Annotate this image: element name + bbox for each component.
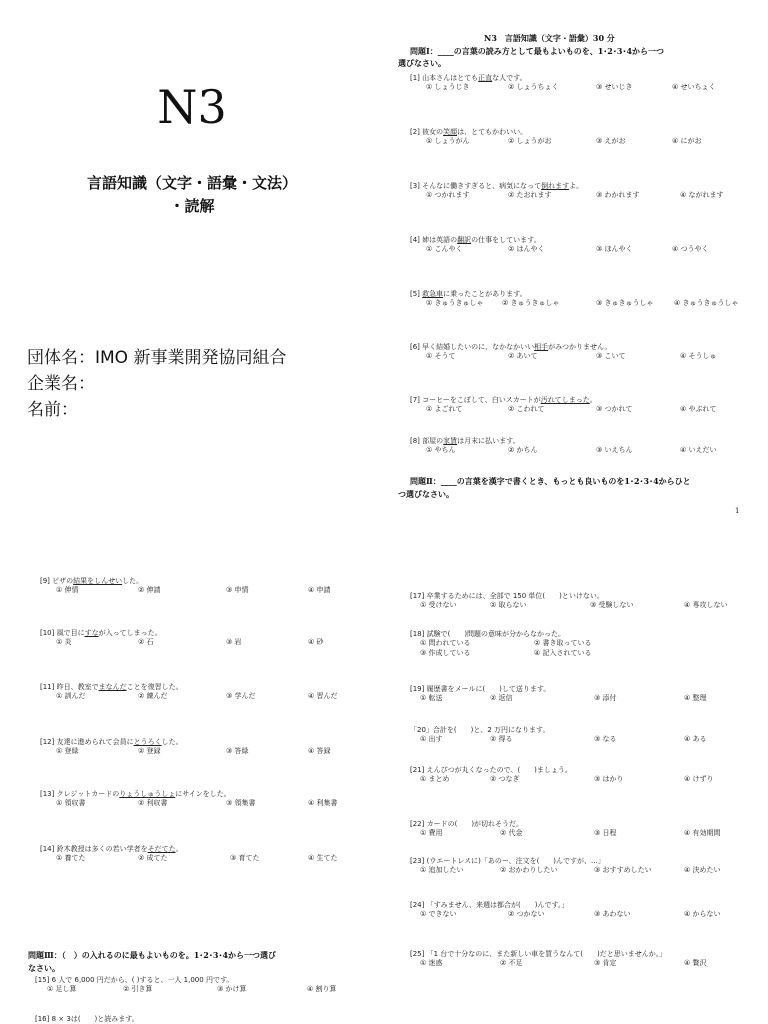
option[interactable]: ① 受けない bbox=[420, 600, 457, 609]
option[interactable]: ① きゅうきゅしゃ bbox=[426, 298, 484, 307]
option[interactable]: ③ おすすめしたい bbox=[594, 865, 652, 874]
cover-page bbox=[0, 0, 384, 520]
option[interactable]: ② 不足 bbox=[500, 958, 523, 967]
option[interactable]: ④ 有効期間 bbox=[684, 828, 721, 837]
option[interactable]: ④ ある bbox=[684, 734, 707, 743]
option[interactable]: ④ 割り算 bbox=[307, 984, 337, 993]
option[interactable]: ① やちん bbox=[426, 445, 456, 454]
question-15: [15] 6 人で 6,000 円だから、( )すると、一人 1,000 円です。 ① 足し算 ② 引き算 ③ かけ算 ④ 割り算 bbox=[35, 976, 337, 993]
question-13: [13] クレジットカードのりょうしゅうしょにサインをした。 ① 領収書 ② 利収書 ③ 領集書 ④ 利集書 bbox=[40, 790, 338, 807]
mondai-3-heading: 問題Ⅲ：（ ）の入れるのに最もよいものを。1･2･3･4から一つ選び bbox=[28, 950, 277, 960]
option[interactable]: ① こんやく bbox=[426, 244, 463, 253]
option[interactable]: ④ 贅沢 bbox=[684, 958, 707, 967]
question-16: [16] 8 × 3は( )と読みます。 bbox=[35, 1015, 139, 1023]
question-1: [1] 山本さんはとても正直な人です。 ① しょうじき ② しょうちょく ③ せいじき ④ せいちょく bbox=[410, 74, 716, 91]
option[interactable]: ① よごれて bbox=[426, 404, 463, 413]
option[interactable]: ① 追加したい bbox=[420, 865, 464, 874]
option[interactable]: ① しょうじき bbox=[426, 82, 470, 91]
cover-level: N3 bbox=[157, 80, 227, 134]
option[interactable]: ④ 習んだ bbox=[308, 691, 338, 700]
option[interactable]: ④ きゅうきゅうしゃ bbox=[674, 298, 739, 307]
option[interactable]: ① 出す bbox=[420, 734, 443, 743]
option[interactable]: ④ けずり bbox=[684, 774, 714, 783]
option[interactable]: ③ 作成している bbox=[420, 648, 471, 657]
option[interactable]: ③ 添付 bbox=[594, 693, 617, 702]
question-17: [17] 卒業するためには、全部で 150 単位( )といけない。 ① 受けない ② 取らない ③ 受験しない ④ 専攻しない bbox=[410, 592, 728, 609]
option[interactable]: ② 成てた bbox=[138, 853, 168, 862]
option[interactable]: ④ 申請 bbox=[308, 585, 331, 594]
option[interactable]: ④ 決めたい bbox=[684, 865, 721, 874]
option[interactable]: ③ はかり bbox=[594, 774, 624, 783]
question-9: [9] ピザの結果をしんせいした。 ① 伸情 ② 伸請 ③ 申情 ④ 申請 bbox=[40, 577, 331, 594]
question-20: 「20」合計を( )と、2 万円になります。 ① 出す ② 得る ③ なる ④ ある bbox=[410, 726, 707, 743]
question-14: [14] 鈴木教授は多くの若い学者をそだてた。 ① 養てた ② 成てた ③ 育てた ④ 生てた bbox=[40, 845, 338, 862]
option[interactable]: ② しょうがお bbox=[508, 136, 552, 145]
option[interactable]: ③ あわない bbox=[594, 909, 631, 918]
option[interactable]: ① しょうがん bbox=[426, 136, 470, 145]
question-6: [6] 早く結婚したいのに、なかなかいい相手がみつかりません。 ① そうて ② あいて ③ こいて ④ そうしゅ bbox=[410, 343, 717, 360]
option[interactable]: ③ 肯定 bbox=[594, 958, 617, 967]
option[interactable]: ② つかない bbox=[508, 909, 545, 918]
mondai-2-heading-2: つ選びなさい。 bbox=[398, 489, 454, 499]
option[interactable]: ① 領収書 bbox=[56, 798, 86, 807]
option[interactable]: ② しょうちょく bbox=[508, 82, 559, 91]
option[interactable]: ② 得る bbox=[490, 734, 513, 743]
test-page-2-left bbox=[0, 520, 384, 1024]
option[interactable]: ① 登緑 bbox=[56, 746, 79, 755]
option[interactable]: ③ 申情 bbox=[226, 585, 249, 594]
option[interactable]: ④ ながれます bbox=[680, 190, 724, 199]
option[interactable]: ④ 利集書 bbox=[308, 798, 338, 807]
option[interactable]: ① 転送 bbox=[420, 693, 443, 702]
option[interactable]: ③ 育てた bbox=[230, 853, 260, 862]
question-5: [5] 救急車に乗ったことがあります。 ① きゅうきゅしゃ ② きゅうきゅしゃ ③ きゅきゅうしゃ ④ きゅうきゅうしゃ bbox=[410, 290, 739, 307]
question-21: [21] えんぴつが丸くなったので、( )ましょう。 ① まとめ ② つなぎ ③ はかり ④ けずり bbox=[410, 766, 714, 783]
question-11: [11] 昨日、教室でまなんだことを復習した。 ① 訓んだ ② 練んだ ③ 学んだ ④ 習んだ bbox=[40, 683, 338, 700]
option[interactable]: ④ からない bbox=[684, 909, 721, 918]
option[interactable]: ③ つかれて bbox=[596, 404, 633, 413]
question-12: [12] 友達に進められて会員にとうろくした。 ① 登緑 ② 登録 ③ 答緑 ④ 答録 bbox=[40, 738, 331, 755]
question-2: [2] 彼女の笑顔は、とてもかわいい。 ① しょうがん ② しょうがお ③ えがお ④ にがお bbox=[410, 128, 702, 145]
option[interactable]: ② きゅうきゅしゃ bbox=[502, 298, 560, 307]
option[interactable]: ③ せいじき bbox=[596, 82, 633, 91]
option[interactable]: ① まとめ bbox=[420, 774, 450, 783]
option[interactable]: ② 代金 bbox=[500, 828, 523, 837]
option[interactable]: ② 引き算 bbox=[123, 984, 153, 993]
cover-subtitle-2: ・読解 bbox=[169, 197, 215, 215]
option[interactable]: ① 養てた bbox=[56, 853, 86, 862]
option[interactable]: ③ いえちん bbox=[596, 445, 633, 454]
option[interactable]: ④ 生てた bbox=[308, 853, 338, 862]
option[interactable]: ② たおれます bbox=[508, 190, 552, 199]
question-10: [10] 風で目にすなが入ってしまった。 ① 炎 ② 石 ③ 岩 ④ 砂 bbox=[40, 629, 324, 646]
option[interactable]: ① そうて bbox=[426, 351, 456, 360]
question-8: [8] 部屋の家賃は月末に払います。 ① やちん ② かちん ③ いえちん ④ いえだい bbox=[410, 437, 717, 454]
option[interactable]: ② 返信 bbox=[490, 693, 513, 702]
question-7: [7] コーヒーをこぼして、白いスカートが汚れてしまった。 ① よごれて ② こわれて ③ つかれて ④ やぶれて bbox=[410, 396, 717, 413]
option[interactable]: ④ いえだい bbox=[680, 445, 717, 454]
option[interactable]: ② 石 bbox=[138, 637, 154, 646]
option[interactable]: ① 炎 bbox=[56, 637, 72, 646]
option[interactable]: ③ こいて bbox=[596, 351, 626, 360]
option[interactable]: ② かちん bbox=[508, 445, 538, 454]
option[interactable]: ① 問われている bbox=[420, 638, 471, 647]
question-22: [22] カードの( )が切れそうだ。 ① 費用 ② 代金 ③ 日程 ④ 有効期間 bbox=[410, 820, 721, 837]
option[interactable]: ② 利収書 bbox=[138, 798, 168, 807]
question-25: [25] 「1 台で十分なのに、また新しい車を買うなんて( )だと思いませんか。」 ① 迷惑 ② 不足 ③ 肯定 ④ 贅沢 bbox=[410, 950, 707, 967]
company-line: 企業名： bbox=[27, 374, 95, 394]
question-3: [3] そんなに働きすぎると、病気になって倒れますよ。 ① つかれます ② たおれます ③ わかれます ④ ながれます bbox=[410, 182, 724, 199]
option[interactable]: ① 足し算 bbox=[47, 984, 77, 993]
option[interactable]: ② あいて bbox=[508, 351, 538, 360]
option[interactable]: ① できない bbox=[420, 909, 457, 918]
option[interactable]: ② 取らない bbox=[490, 600, 527, 609]
option[interactable]: ③ 受験しない bbox=[590, 600, 634, 609]
option[interactable]: ④ そうしゅ bbox=[680, 351, 717, 360]
option[interactable]: ④ 専攻しない bbox=[684, 600, 728, 609]
org-line: 団体名：IMO 新事業開発協同組合 bbox=[27, 348, 287, 368]
option[interactable]: ③ きゅきゅうしゃ bbox=[596, 298, 654, 307]
option[interactable]: ③ 答緑 bbox=[226, 746, 249, 755]
option[interactable]: ③ 学んだ bbox=[226, 691, 256, 700]
option[interactable]: ③ 岩 bbox=[226, 637, 242, 646]
option[interactable]: ④ 答録 bbox=[308, 746, 331, 755]
question-18: [18] 試験で( )問題の意味が分からなかった。 ① 問われている ② 書き取っている ③ 作成している ④ 記入されている bbox=[410, 630, 592, 657]
cover-subtitle: 言語知識（文字・語彙・文法） bbox=[86, 174, 297, 192]
option[interactable]: ④ つうやく bbox=[672, 244, 709, 253]
option[interactable]: ③ えがお bbox=[596, 136, 626, 145]
test-page-2-right bbox=[384, 520, 768, 1024]
option[interactable]: ② つなぎ bbox=[490, 774, 520, 783]
option[interactable]: ① つかれます bbox=[426, 190, 470, 199]
mondai-2-heading: 問題Ⅱ：____の言葉を漢字で書くとき、もっとも良いものを1･2･3･4からひと bbox=[410, 476, 691, 486]
question-24: [24] 「すみません、来週は都合が( )んです。」 ① できない ② つかない ③ あわない ④ からない bbox=[410, 901, 721, 918]
mondai-1-heading-2: 選びなさい。 bbox=[398, 58, 446, 68]
option[interactable]: ④ せいちょく bbox=[672, 82, 716, 91]
option[interactable]: ② はんやく bbox=[508, 244, 545, 253]
mondai-3-heading-2: なさい。 bbox=[28, 963, 60, 973]
option[interactable]: ③ なる bbox=[594, 734, 617, 743]
question-19: [19] 履歴書をメールに( )して送ります。 ① 転送 ② 返信 ③ 添付 ④ 整理 bbox=[410, 685, 707, 702]
option[interactable]: ④ にがお bbox=[672, 136, 702, 145]
mondai-1-heading: 問題Ⅰ：____の言葉の読み方として最もよいものを、1･2･3･4から一つ bbox=[410, 46, 665, 56]
option[interactable]: ② こわれて bbox=[508, 404, 545, 413]
option[interactable]: ④ 記入されている bbox=[534, 648, 592, 657]
test-page-1 bbox=[384, 0, 768, 520]
option[interactable]: ② 書き取っている bbox=[534, 638, 592, 647]
option[interactable]: ④ やぶれて bbox=[680, 404, 717, 413]
option[interactable]: ① 訓んだ bbox=[56, 691, 86, 700]
page-title: N3 言語知識（文字・語彙）30 分 bbox=[484, 33, 615, 43]
option[interactable]: ② おかわりしたい bbox=[500, 865, 558, 874]
option[interactable]: ③ かけ算 bbox=[217, 984, 247, 993]
name-line: 名前： bbox=[27, 400, 78, 420]
option[interactable]: ③ 領集書 bbox=[226, 798, 256, 807]
option[interactable]: ② 登録 bbox=[138, 746, 161, 755]
question-4: [4] 姉は英語の翻訳の仕事をしています。 ① こんやく ② はんやく ③ ほんやく ④ つうやく bbox=[410, 236, 709, 253]
question-23: [23] (ウエートレスに)「あのー、注文を( )んですが、...」 ① 追加したい ② おかわりしたい ③ おすすめしたい ④ 決めたい bbox=[410, 857, 721, 874]
option[interactable]: ① 伸情 bbox=[56, 585, 79, 594]
option[interactable]: ④ 砂 bbox=[308, 637, 324, 646]
option[interactable]: ④ 整理 bbox=[684, 693, 707, 702]
option[interactable]: ① 費用 bbox=[420, 828, 443, 837]
option[interactable]: ③ わかれます bbox=[596, 190, 640, 199]
page-number: 1 bbox=[735, 507, 740, 515]
option[interactable]: ② 練んだ bbox=[138, 691, 168, 700]
option[interactable]: ③ ほんやく bbox=[596, 244, 633, 253]
option[interactable]: ① 迷惑 bbox=[420, 958, 443, 967]
option[interactable]: ② 伸請 bbox=[138, 585, 161, 594]
option[interactable]: ③ 日程 bbox=[594, 828, 617, 837]
